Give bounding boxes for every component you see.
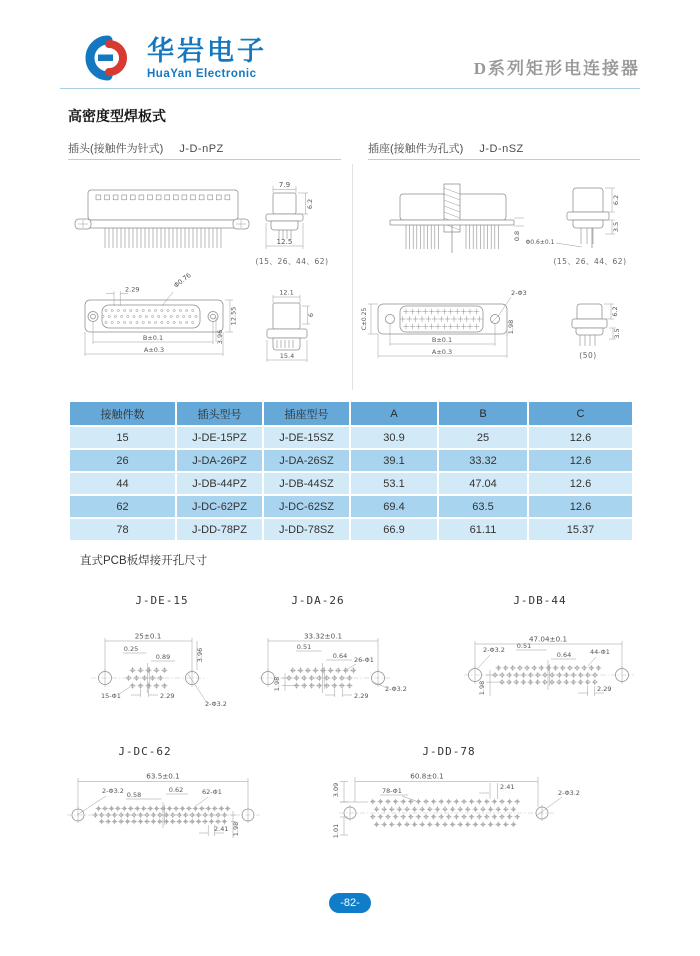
table-cell: 26 xyxy=(70,450,175,471)
table-cell: 62 xyxy=(70,496,175,517)
page-title: D系列矩形电连接器 xyxy=(473,59,640,78)
plug-column-label xyxy=(68,140,224,156)
pcb-fig-jda26 xyxy=(258,625,433,717)
logo-text xyxy=(147,38,267,80)
socket-model: J-D-nSZ xyxy=(479,143,524,155)
dim-d2: 2.41 xyxy=(500,783,515,791)
fig-title-jde15: J-DE-15 xyxy=(135,594,189,607)
plug-model: J-D-nPZ xyxy=(179,143,224,155)
fig-title-jdc62: J-DC-62 xyxy=(118,745,172,758)
socket-top-caption: (15、26、44、62) xyxy=(553,257,627,266)
dim-pitch: 2.29 xyxy=(160,692,175,700)
table-cell: 12.6 xyxy=(529,427,632,448)
dim-socket-side-h1: 6.2 xyxy=(611,306,619,317)
table-cell: J-DC-62PZ xyxy=(177,496,262,517)
dim-plug-top-wb: 12.5 xyxy=(276,237,293,246)
fig-title-jdb44: J-DB-44 xyxy=(513,594,567,607)
logo-cn: 华岩电子 xyxy=(147,36,267,66)
table-cell: J-DE-15SZ xyxy=(264,427,349,448)
table-cell: 66.9 xyxy=(351,519,437,540)
dim-d2: 0.62 xyxy=(168,786,184,794)
table-header-row xyxy=(70,402,632,425)
dim-plug-side-h: 6 xyxy=(307,312,315,318)
dim-socket-top-pin: 0.8 xyxy=(513,230,521,242)
dim-plug-hole: Φ0.76 xyxy=(172,271,193,290)
dim-socket-side-h2: 3.5 xyxy=(612,221,620,233)
dim-d2: 0.64 xyxy=(556,651,572,659)
table-cell: 12.6 xyxy=(529,496,632,517)
pcb-fig-jde15 xyxy=(85,625,245,717)
dim-plug-top-h: 6.2 xyxy=(306,198,314,210)
dim-plug-side-wb: 15.4 xyxy=(279,352,295,360)
dim-w: 63.5±0.1 xyxy=(146,771,180,781)
socket-side-caption: (50) xyxy=(579,351,597,360)
table-cell: 33.32 xyxy=(439,450,527,471)
pcb-fig-jdc62 xyxy=(62,758,324,863)
dim-v: 1.01 xyxy=(332,823,340,839)
logo-en: HuaYan Electronic xyxy=(147,68,257,80)
dim-pitch: 2.41 xyxy=(214,825,229,833)
plug-label-rule xyxy=(68,159,341,160)
table-cell: J-DA-26SZ xyxy=(264,450,349,471)
dim-plug-b: B±0.1 xyxy=(142,334,164,342)
dim-v: 1.98 xyxy=(478,680,486,696)
table-cell: 25 xyxy=(439,427,527,448)
fig-title-jda26: J-DA-26 xyxy=(291,594,345,607)
dim-socket-mount: 2-Φ3 xyxy=(511,289,527,297)
dim-w: 25±0.1 xyxy=(134,631,162,641)
dim-plug-pitch: 2.29 xyxy=(125,285,140,294)
spec-table xyxy=(68,400,634,542)
table-cell: 12.6 xyxy=(529,473,632,494)
table-row xyxy=(70,450,632,471)
page-number-badge: -82- xyxy=(329,893,371,913)
table-cell: 63.5 xyxy=(439,496,527,517)
dim-socket-b: B±0.1 xyxy=(431,336,453,344)
dim-v: 3.96 xyxy=(196,647,204,663)
spec-table-body xyxy=(70,427,632,540)
dim-w: 60.8±0.1 xyxy=(410,771,444,781)
dim-d1: 3.09 xyxy=(332,782,340,798)
dim-d2: 0.64 xyxy=(332,652,348,660)
dim-plug-offset: 3.96 xyxy=(216,329,224,345)
table-cell: 30.9 xyxy=(351,427,437,448)
pcb-fig-jdb44 xyxy=(450,618,655,718)
huayan-logo-icon xyxy=(78,34,138,82)
col-socket-model: 插座型号 xyxy=(264,402,349,425)
dim-socket-side-h2: 3.5 xyxy=(613,328,621,339)
dim-holes: 78-Φ1 xyxy=(382,787,402,795)
plug-face-drawing xyxy=(70,271,350,384)
dim-holes: 44-Φ1 xyxy=(590,648,610,656)
dim-socket-offset: 1.98 xyxy=(507,319,515,335)
table-cell: 47.04 xyxy=(439,473,527,494)
dim-d1: 0.51 xyxy=(516,642,532,650)
table-row xyxy=(70,519,632,540)
table-row xyxy=(70,496,632,517)
dim-w: 47.04±0.1 xyxy=(528,634,568,644)
dim-socket-pin-hole: Φ0.6±0.1 xyxy=(525,239,555,246)
socket-label: 插座(接触件为孔式) xyxy=(368,143,464,155)
dim-mount: 2-Φ3.2 xyxy=(205,700,227,708)
dim-mount: 2-Φ3.2 xyxy=(102,787,124,795)
dim-holes: 15-Φ1 xyxy=(101,692,121,700)
col-b: B xyxy=(439,402,527,425)
fig-title-jdd78: J-DD-78 xyxy=(422,745,476,758)
col-a: A xyxy=(351,402,437,425)
plug-top-caption: (15、26、44、62) xyxy=(255,257,329,266)
dim-v: 1.98 xyxy=(273,676,281,692)
col-contacts: 接触件数 xyxy=(70,402,175,425)
dim-holes: 62-Φ1 xyxy=(202,788,222,796)
dim-mount: 2-Φ3.2 xyxy=(483,646,505,654)
plug-top-drawing xyxy=(75,176,355,272)
dim-plug-side-w: 12.1 xyxy=(279,288,294,297)
dim-plug-top-w: 7.9 xyxy=(278,180,291,189)
dim-d2: 0.89 xyxy=(155,653,171,661)
table-cell: J-DD-78SZ xyxy=(264,519,349,540)
table-row xyxy=(70,473,632,494)
table-cell: 69.4 xyxy=(351,496,437,517)
table-cell: J-DB-44SZ xyxy=(264,473,349,494)
socket-column-label xyxy=(368,140,524,156)
pcb-fig-jdd78 xyxy=(332,755,620,867)
dim-socket-a: A±0.3 xyxy=(431,348,453,356)
plug-label: 插头(接触件为针式) xyxy=(68,143,164,155)
table-cell: 44 xyxy=(70,473,175,494)
table-cell: 53.1 xyxy=(351,473,437,494)
dim-socket-side-h1: 6.2 xyxy=(612,194,620,206)
section-title-hd: 高密度型焊板式 xyxy=(68,108,166,124)
table-cell: 39.1 xyxy=(351,450,437,471)
dim-d1: 0.51 xyxy=(296,643,312,651)
table-cell: 15.37 xyxy=(529,519,632,540)
col-c: C xyxy=(529,402,632,425)
table-cell: J-DA-26PZ xyxy=(177,450,262,471)
dim-mount: 2-Φ3.2 xyxy=(385,685,407,693)
dim-w: 33.32±0.1 xyxy=(303,631,343,641)
dim-d1: 0.58 xyxy=(126,791,142,799)
pcb-section-title: 直式PCB板焊接开孔尺寸 xyxy=(80,555,208,567)
table-cell: J-DD-78PZ xyxy=(177,519,262,540)
header-divider xyxy=(60,88,640,89)
table-cell: 61.11 xyxy=(439,519,527,540)
socket-top-drawing xyxy=(368,176,668,272)
dim-holes: 26-Φ1 xyxy=(354,656,374,664)
table-cell: J-DE-15PZ xyxy=(177,427,262,448)
dim-plug-a: A±0.3 xyxy=(143,346,165,354)
dim-plug-height: 12.55 xyxy=(229,306,238,326)
table-row xyxy=(70,427,632,448)
table-cell: J-DB-44PZ xyxy=(177,473,262,494)
socket-face-drawing xyxy=(360,276,665,388)
dim-socket-c: C±0.25 xyxy=(361,307,368,331)
table-cell: 12.6 xyxy=(529,450,632,471)
table-cell: J-DC-62SZ xyxy=(264,496,349,517)
table-cell: 78 xyxy=(70,519,175,540)
table-cell: 15 xyxy=(70,427,175,448)
col-plug-model: 插头型号 xyxy=(177,402,262,425)
dim-mount: 2-Φ3.2 xyxy=(558,789,580,797)
dim-pitch: 2.29 xyxy=(597,685,612,693)
dim-d1: 0.25 xyxy=(123,645,139,653)
dim-v: 1.98 xyxy=(232,821,240,837)
dim-pitch: 2.29 xyxy=(354,692,369,700)
socket-label-rule xyxy=(368,159,640,160)
